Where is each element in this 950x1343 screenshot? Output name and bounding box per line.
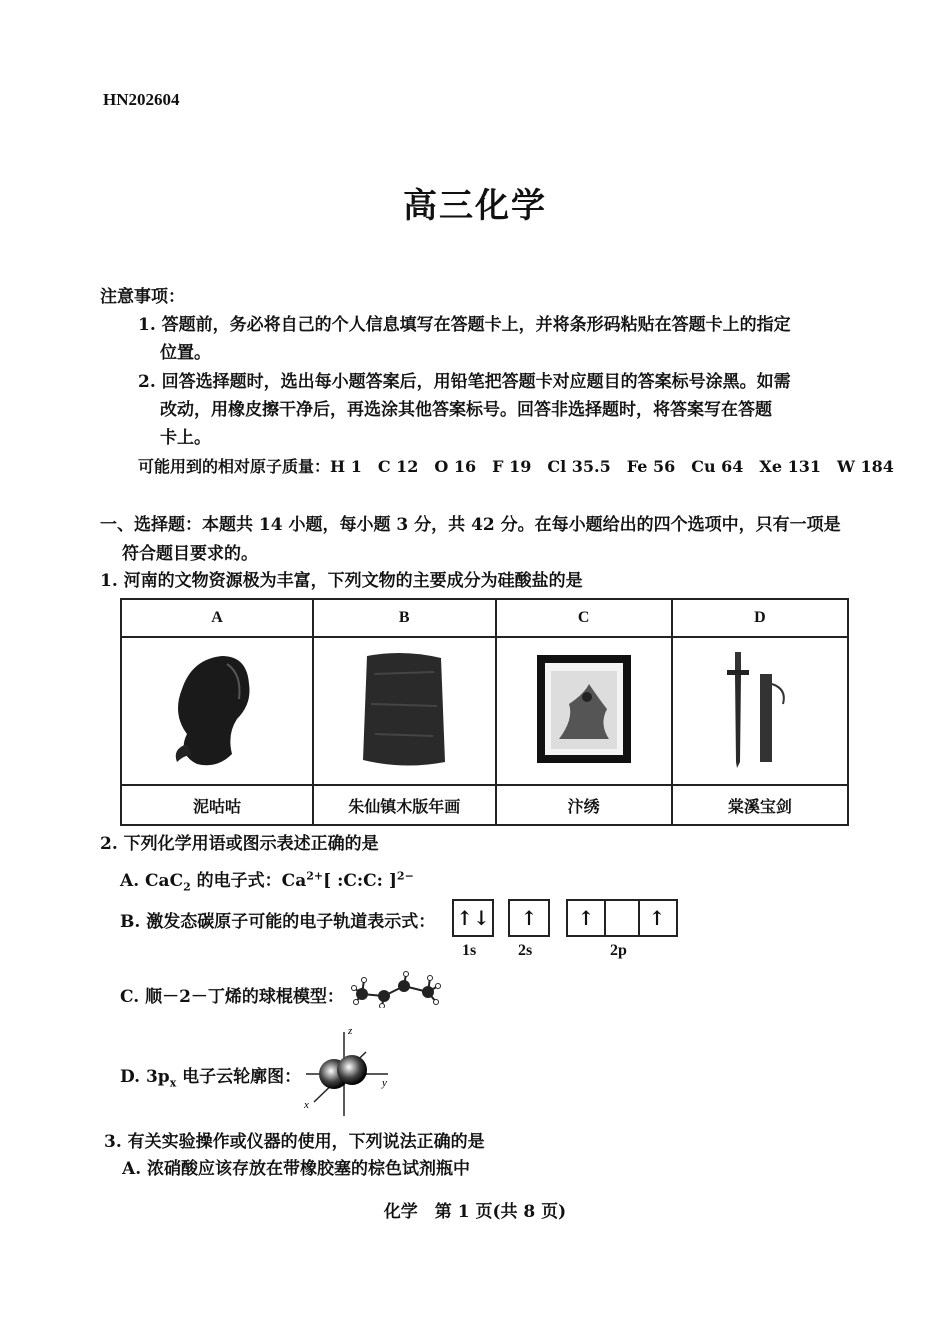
orbital-label-2p: 2p [610, 942, 627, 959]
option-d-subscript: x [169, 1076, 177, 1090]
option-c-header: C [496, 599, 672, 637]
option-c-text: C. 顺－2－丁烯的球棍模型： [120, 987, 344, 1007]
z-axis-label: z [348, 1025, 353, 1037]
page-footer: 化学 第 1 页(共 8 页) [383, 1202, 567, 1222]
orbital-label-1s: 1s [462, 942, 477, 959]
relic-table [120, 598, 849, 826]
woodblock-image [313, 637, 496, 785]
electron-cloud-icon [296, 1024, 406, 1120]
notice-item-1: 1. 答题前，务必将自己的个人信息填写在答题卡上，并将条形码粘贴在答题卡上的指定 [138, 315, 791, 335]
option-a-text: 的电子式：Ca [190, 871, 307, 891]
question-3-option-a: A. 浓硝酸应该存放在带橡胶塞的棕色试剂瓶中 [122, 1159, 471, 1179]
section-1-heading-cont: 符合题目要求的。 [122, 544, 258, 564]
option-d-header: D [672, 599, 848, 637]
option-d-prefix: D. 3p [120, 1067, 170, 1087]
clay-figure-image [121, 637, 313, 785]
question-1-stem: 1. 河南的文物资源极为丰富，下列文物的主要成分为硅酸盐的是 [100, 571, 583, 591]
option-c-name: 汴绣 [496, 785, 672, 825]
option-b-text: B. 激发态碳原子可能的电子轨道表示式： [120, 912, 436, 932]
ball-stick-model-icon [342, 964, 452, 1008]
orbital-2s-box: ↑ [508, 899, 550, 937]
notice-item-2-cont: 改动，用橡皮擦干净后，再选涂其他答案标号。回答非选择题时，将答案写在答题 [160, 400, 772, 420]
option-d-name: 棠溪宝剑 [672, 785, 848, 825]
x-axis-label: x [304, 1099, 309, 1111]
page-title: 高三化学 [403, 186, 547, 226]
orbital-2p-box-3: ↑ [638, 899, 678, 937]
embroidery-image [496, 637, 672, 785]
notice-item-1-cont: 位置。 [160, 343, 211, 363]
option-a-charge-2: 2− [396, 869, 414, 883]
orbital-2p-box-2 [602, 899, 640, 937]
option-a-formula: [ :C:C: ] [323, 871, 397, 891]
option-a-name: 泥咕咕 [121, 785, 313, 825]
option-b-header: B [313, 599, 496, 637]
question-2-stem: 2. 下列化学用语或图示表述正确的是 [100, 834, 379, 854]
notice-item-2-end: 卡上。 [160, 428, 211, 448]
sword-image [672, 637, 848, 785]
option-d-text: 电子云轮廓图： [176, 1067, 302, 1087]
notice-item-2: 2. 回答选择题时，选出每小题答案后，用铅笔把答题卡对应题目的答案标号涂黑。如需 [138, 372, 791, 392]
option-b-name: 朱仙镇木版年画 [313, 785, 496, 825]
option-a-subscript: 2 [183, 880, 191, 894]
option-d-electron-cloud [120, 1062, 301, 1089]
exam-code: HN202604 [103, 90, 180, 109]
atomic-masses: 可能用到的相对原子质量：H 1 C 12 O 16 F 19 Cl 35.5 Fe 56 Cu 64 Xe 131 W 184 [138, 457, 894, 476]
option-a-electron-formula [120, 866, 414, 893]
option-a-prefix: A. CaC [120, 871, 184, 891]
option-a-header: A [121, 599, 313, 637]
orbital-label-2s: 2s [518, 942, 533, 959]
question-3-stem: 3. 有关实验操作或仪器的使用，下列说法正确的是 [104, 1132, 485, 1152]
option-a-charge: 2+ [306, 869, 324, 883]
section-1-heading: 一、选择题：本题共 14 小题，每小题 3 分，共 42 分。在每小题给出的四个选项中，只有一项是 [100, 515, 841, 535]
orbital-1s-box: ↑↓ [452, 899, 494, 937]
orbital-2p-box-1: ↑ [566, 899, 606, 937]
notice-heading: 注意事项： [100, 287, 185, 307]
y-axis-label: y [382, 1077, 387, 1089]
